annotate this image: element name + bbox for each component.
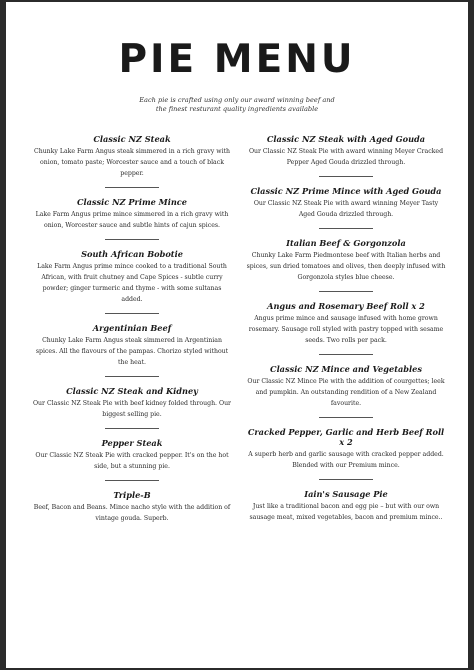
item-name: Italian Beef & Gorgonzola bbox=[286, 238, 406, 248]
item-description: Just like a traditional bacon and egg pie – but with our own sausage meat, mixed vegetables, bacon and premium mince.. bbox=[249, 503, 443, 521]
item-name: Pepper Steak bbox=[101, 438, 163, 448]
left-column bbox=[32, 134, 232, 524]
menu-item bbox=[32, 249, 232, 305]
divider bbox=[319, 479, 373, 480]
item-name: Classic NZ Steak bbox=[93, 134, 171, 144]
item-description: Our Classic NZ Mince Pie with the addition of courgettes; leek and pumpkin. An outstanding rendition of a New Zealand favourite. bbox=[247, 378, 445, 407]
menu-item bbox=[32, 490, 232, 524]
divider bbox=[319, 417, 373, 418]
menu-page bbox=[6, 2, 468, 668]
item-description: Chunky Lake Farm Angus steak simmered in Argentinian spices. All the flavours of the pampas. Chorizo styled without the heat. bbox=[35, 337, 229, 366]
menu-item bbox=[32, 197, 232, 231]
item-name: South African Bobotie bbox=[81, 249, 183, 259]
item-description: Lake Farm Angus prime mince cooked to a traditional South African, with fruit chutney and Cape Spices - subtle curry powder; ginger turmeric and thyme - with some sultanas added. bbox=[37, 263, 227, 303]
item-description: Our Classic NZ Steak Pie with cracked pepper. It's on the hot side, but a stunning pie. bbox=[35, 452, 229, 470]
menu-item bbox=[246, 427, 446, 471]
divider bbox=[319, 291, 373, 292]
divider bbox=[105, 313, 159, 314]
divider bbox=[319, 228, 373, 229]
item-description: Beef, Bacon and Beans. Mince nacho style with the addition of vintage gouda. Superb. bbox=[33, 504, 231, 522]
divider bbox=[105, 376, 159, 377]
divider bbox=[105, 187, 159, 188]
menu-item bbox=[32, 323, 232, 368]
divider bbox=[105, 239, 159, 240]
item-description: Lake Farm Angus prime mince simmered in a rich gravy with onion, Worcester sauce and subtle hints of cajun spices. bbox=[35, 211, 229, 229]
item-name: Classic NZ Steak and Kidney bbox=[66, 386, 198, 396]
divider bbox=[319, 354, 373, 355]
item-name: Classic NZ Steak with Aged Gouda bbox=[266, 134, 426, 144]
item-name: Argentinian Beef bbox=[92, 323, 172, 333]
menu-item bbox=[246, 186, 446, 220]
divider bbox=[105, 428, 159, 429]
item-description: Our Classic NZ Steak Pie with award winning Meyer Cracked Pepper Aged Gouda drizzled through. bbox=[248, 148, 444, 166]
menu-item bbox=[246, 134, 446, 168]
item-description: Our Classic NZ Steak Pie with award winning Meyer Tasty Aged Gouda drizzled through. bbox=[253, 200, 439, 218]
menu-item bbox=[246, 301, 446, 346]
subtitle-line: the finest resturant quality ingredients available bbox=[155, 105, 319, 113]
divider bbox=[105, 480, 159, 481]
menu-item bbox=[246, 489, 446, 523]
item-name: Angus and Rosemary Beef Roll x 2 bbox=[267, 301, 425, 311]
menu-item bbox=[32, 438, 232, 472]
item-name: Classic NZ Prime Mince bbox=[76, 197, 188, 207]
item-name: Classic NZ Prime Mince with Aged Gouda bbox=[250, 186, 442, 196]
item-name: Classic NZ Mince and Vegetables bbox=[270, 364, 422, 374]
item-name: Cracked Pepper, Garlic and Herb Beef Roll x 2 bbox=[247, 427, 445, 447]
menu-item bbox=[246, 238, 446, 283]
menu-item bbox=[32, 386, 232, 420]
item-description: Chunky Lake Farm Piedmontese beef with Italian herbs and spices, sun dried tomatoes and olives, then deeply infused with Gorgonzola styles blue cheese. bbox=[246, 252, 446, 281]
menu-item bbox=[246, 364, 446, 409]
menu-item bbox=[32, 134, 232, 179]
item-description: A superb herb and garlic sausage with cracked pepper added. Blended with our Premium mince. bbox=[248, 451, 444, 469]
divider bbox=[319, 176, 373, 177]
right-column bbox=[246, 134, 446, 523]
page-title: PIE MENU bbox=[118, 37, 356, 82]
item-description: Our Classic NZ Steak Pie with beef kidney folded through. Our biggest selling pie. bbox=[32, 400, 232, 418]
item-description: Angus prime mince and sausage infused with home grown rosemary. Sausage roll styled with pastry topped with sesame seeds. Two rolls per pack. bbox=[248, 315, 444, 344]
subtitle-line: Each pie is crafted using only our award winning beef and bbox=[139, 96, 335, 104]
item-name: Iain's Sausage Pie bbox=[304, 489, 388, 499]
item-name: Triple-B bbox=[113, 490, 151, 500]
item-description: Chunky Lake Farm Angus steak simmered in a rich gravy with onion, tomato paste; Worcester sauce and a touch of black pepper. bbox=[33, 148, 231, 177]
page-subtitle bbox=[66, 96, 408, 114]
